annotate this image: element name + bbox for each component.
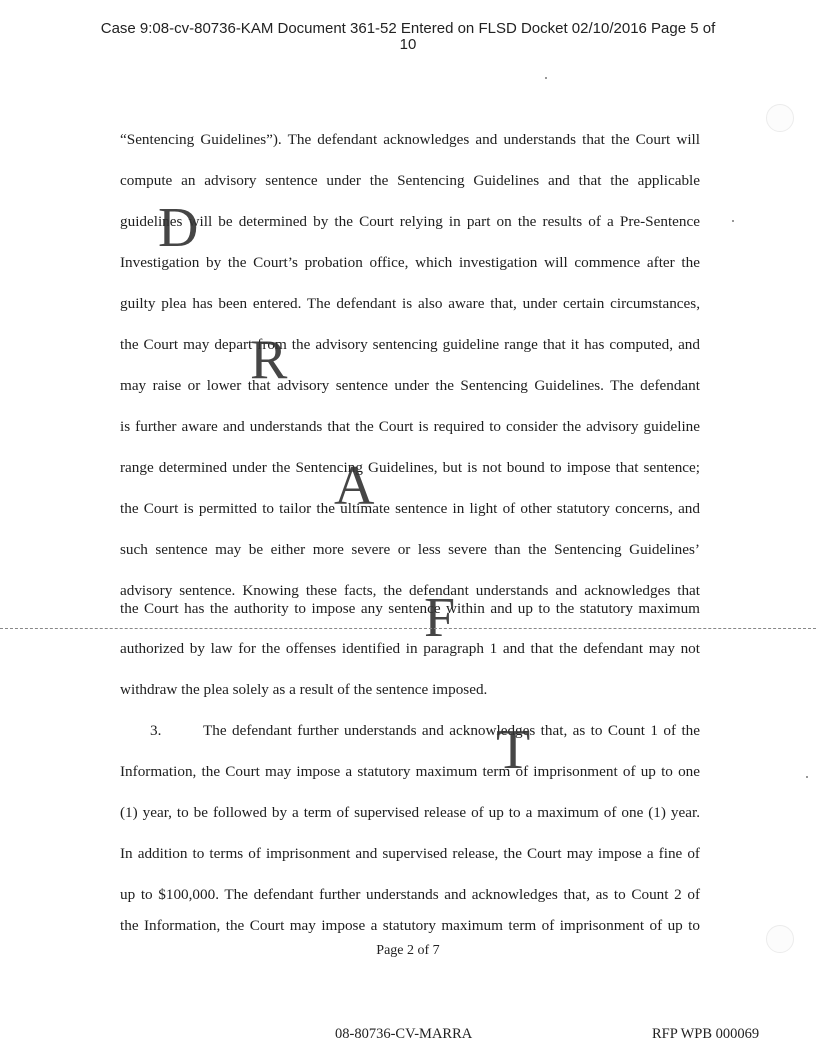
body-line: Investigation by the Court’s probation office, which investigation will commence after the [120,254,700,271]
body-line: may raise or lower that advisory sentence under the Sentencing Guidelines. The defendant [120,377,700,394]
scan-speck [806,776,808,778]
body-line: guidelines will be determined by the Court relying in part on the results of a Pre-Sentence [120,213,700,230]
body-line: the Court is permitted to tailor the ultimate sentence in light of other statutory concerns, and [120,500,700,517]
body-line: range determined under the Sentencing Guidelines, but is not bound to impose that sentence; [120,459,700,476]
bates-case-number: 08-80736-CV-MARRA [335,1026,473,1042]
page-number: Page 2 of 7 [376,943,440,958]
draft-watermark-letter: D [158,197,199,259]
body-line: the Court may depart from the advisory sentencing guideline range that it has computed, and [120,336,700,353]
docket-header-line-2: 10 [399,36,417,53]
docket-header [40,21,776,53]
body-line: compute an advisory sentence under the Sentencing Guidelines and that the applicable [120,172,700,189]
draft-watermark-letter: A [334,455,375,517]
punch-hole [766,104,794,132]
docket-header-line-1: Case 9:08-cv-80736-KAM Document 361-52 Entered on FLSD Docket 02/10/2016 Page 5 of [100,20,716,37]
body-line: up to $100,000. The defendant further understands and acknowledges that, as to Count 2 of [120,886,700,903]
body-line: In addition to terms of imprisonment and supervised release, the Court may impose a fine of [120,845,700,862]
body-line: withdraw the plea solely as a result of the sentence imposed. [120,681,488,698]
draft-watermark-letter: T [496,719,531,781]
body-line: “Sentencing Guidelines”). The defendant acknowledges and understands that the Court will [120,131,700,148]
paragraph-first-line: The defendant further understands and acknowledges that, as to Count 1 of the [203,722,700,739]
draft-watermark-letter: R [250,329,288,391]
body-line: guilty plea has been entered. The defendant is also aware that, under certain circumstances, [120,295,700,312]
bates-page-number: RFP WPB 000069 [652,1026,760,1042]
paragraph-number: 3. [150,722,162,739]
draft-watermark-letter: F [424,587,456,649]
body-line: the Court has the authority to impose any sentence within and up to the statutory maximum [120,600,700,617]
scan-speck [732,220,734,222]
body-line: the Information, the Court may impose a statutory maximum term of imprisonment of up to [120,917,700,934]
scan-speck [545,77,547,79]
body-line: advisory sentence. Knowing these facts, the defendant understands and acknowledges that [120,582,700,599]
scan-rule-line [0,628,816,629]
body-line: such sentence may be either more severe or less severe than the Sentencing Guidelines’ [120,541,700,558]
body-line: is further aware and understands that the Court is required to consider the advisory guideline [120,418,700,435]
body-line: (1) year, to be followed by a term of supervised release of up to a maximum of one (1) year. [120,804,700,821]
body-line: authorized by law for the offenses identified in paragraph 1 and that the defendant may not [120,640,700,657]
body-line: Information, the Court may impose a statutory maximum term of imprisonment of up to one [120,763,700,780]
